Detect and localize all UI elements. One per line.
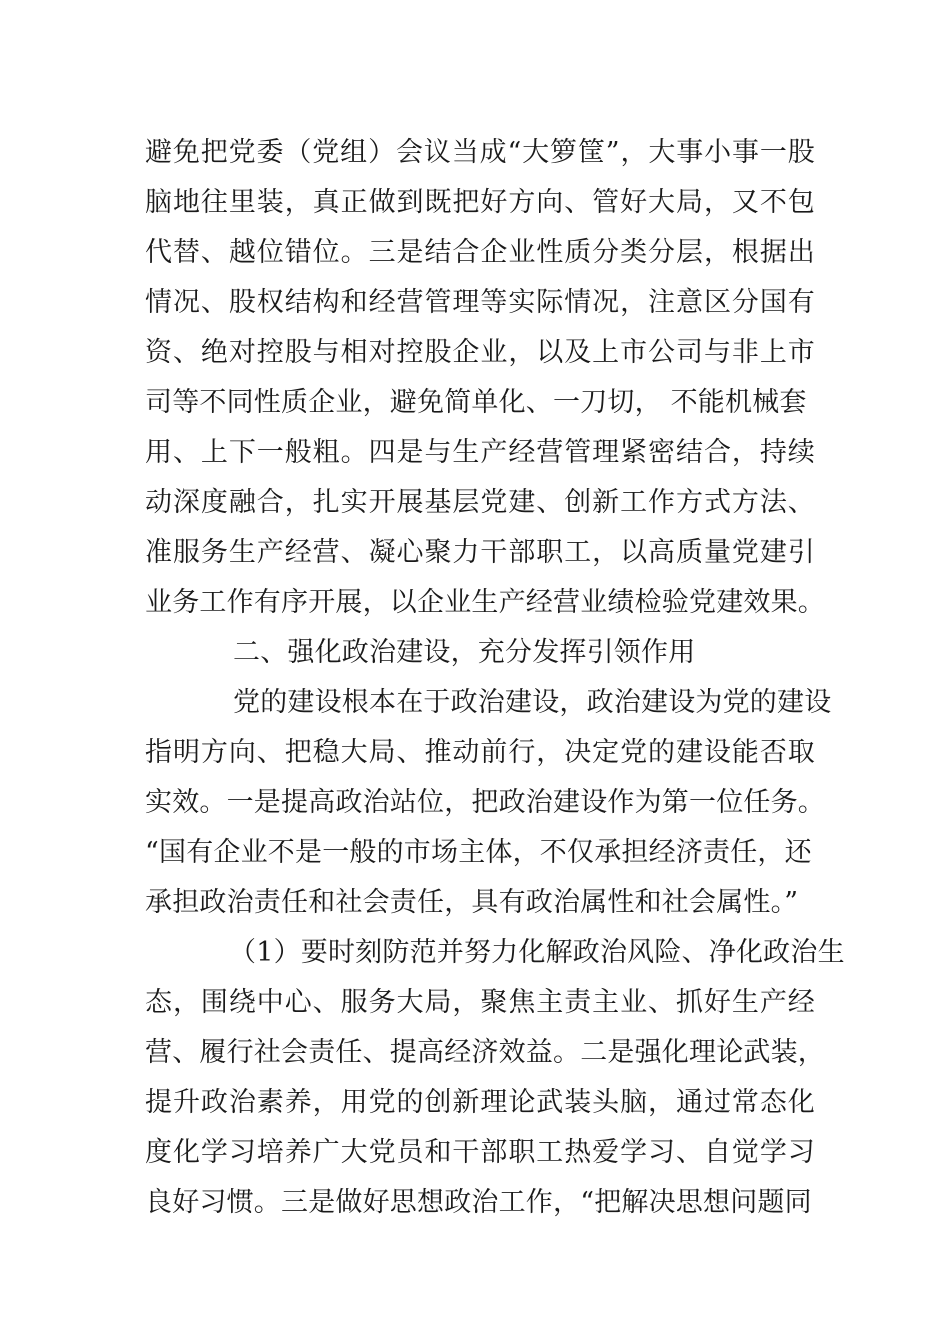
text-line: 代替、越位错位。三是结合企业性质分类分层，根据出	[145, 237, 815, 268]
text-line: 情况、股权结构和经营管理等实际情况，注意区分国有	[145, 287, 815, 318]
numbered-item-line: （1）要时刻防范并努力化解政治风险、净化政治生	[229, 937, 845, 968]
text-line: 提升政治素养，用党的创新理论武装头脑，通过常态化	[145, 1087, 815, 1118]
text-line: 党的建设根本在于政治建设，政治建设为党的建设	[233, 687, 832, 718]
text-line: 态，围绕中心、服务大局，聚焦主责主业、抓好生产经	[145, 987, 815, 1018]
text-line: 承担政治责任和社会责任，具有政治属性和社会属性。”	[145, 887, 799, 918]
text-line: 用、上下一般粗。四是与生产经营管理紧密结合，持续	[145, 437, 815, 468]
text-line: 司等不同性质企业，避免简单化、一刀切， 不能机械套	[145, 387, 807, 418]
text-line: 避免把党委（党组）会议当成“大箩筐”，大事小事一股	[145, 137, 815, 168]
text-line: 营、履行社会责任、提高经济效益。二是强化理论武装，	[145, 1037, 825, 1068]
text-line: 业务工作有序开展，以企业生产经营业绩检验党建效果。	[145, 587, 825, 618]
text-line: 动深度融合，扎实开展基层党建、创新工作方式方法、	[145, 487, 815, 518]
text-line: 资、绝对控股与相对控股企业，以及上市公司与非上市	[145, 337, 815, 368]
section-heading: 二、强化政治建设，充分发挥引领作用	[233, 637, 696, 668]
text-line: “国有企业不是一般的市场主体，不仅承担经济责任，还	[145, 837, 812, 868]
text-line: 准服务生产经营、凝心聚力干部职工，以高质量党建引	[145, 537, 815, 568]
text-line: 度化学习培养广大党员和干部职工热爱学习、自觉学习	[145, 1137, 815, 1168]
document-body	[145, 128, 845, 1228]
text-line: 指明方向、把稳大局、推动前行，决定党的建设能否取	[145, 737, 815, 768]
text-line: 良好习惯。三是做好思想政治工作，“把解决思想问题同	[145, 1187, 812, 1218]
text-line: 脑地往里装，真正做到既把好方向、管好大局，又不包	[145, 187, 815, 218]
text-line: 实效。一是提高政治站位，把政治建设作为第一位任务。	[145, 787, 825, 818]
